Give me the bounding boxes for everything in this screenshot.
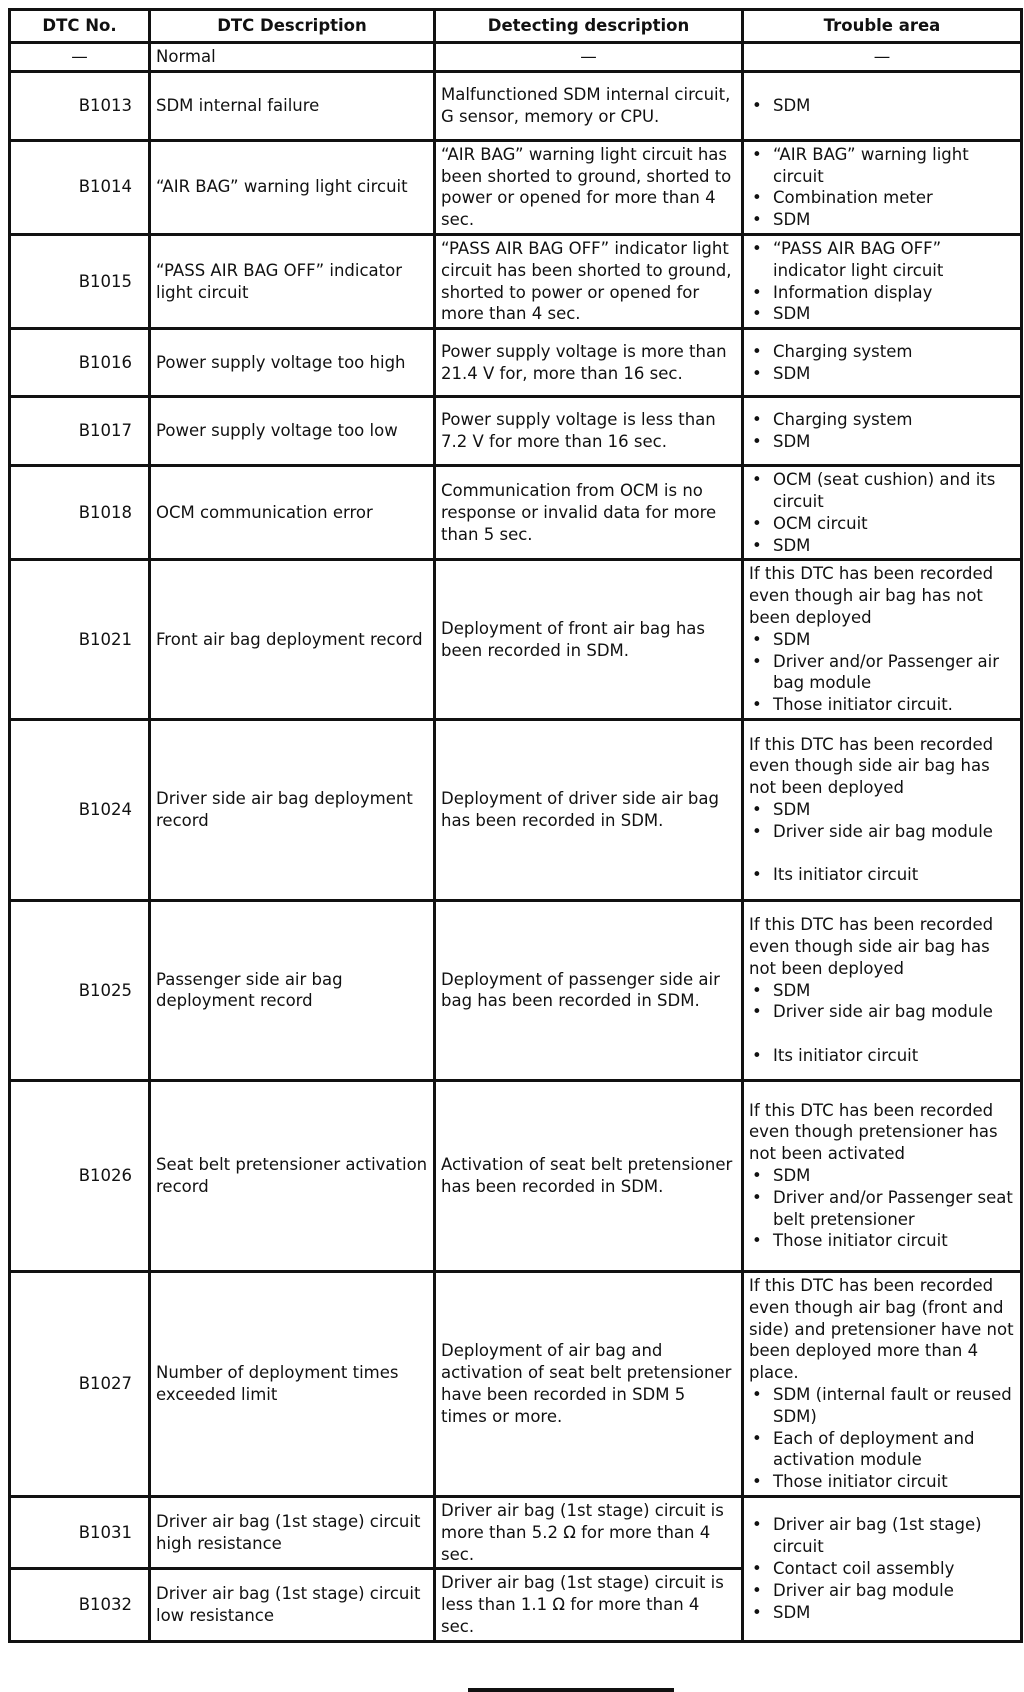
blank-line (749, 843, 1015, 865)
detecting-description: Power supply voltage is less than 7.2 V for more than 16 sec. (435, 397, 743, 466)
trouble-area (743, 900, 1022, 1080)
trouble-item: • Driver side air bag module (749, 1001, 1015, 1023)
dtc-code: B1025 (10, 900, 150, 1080)
detecting-description: “AIR BAG” warning light circuit has been shorted to ground, shorted to power or opened for more than 4 sec. (435, 140, 743, 234)
trouble-item: • SDM (749, 95, 1015, 117)
trouble-item: • Charging system (749, 341, 1015, 363)
dtc-description: “AIR BAG” warning light circuit (150, 140, 435, 234)
trouble-area (743, 719, 1022, 900)
table-row (10, 719, 1022, 900)
trouble-item: • SDM (749, 363, 1015, 385)
trouble-item: • Information display (749, 282, 1015, 304)
header-trouble-area: Trouble area (743, 10, 1022, 43)
trouble-list (749, 1514, 1015, 1623)
trouble-item: • Its initiator circuit (749, 864, 1015, 886)
trouble-list (749, 563, 1015, 716)
trouble-item: • Driver air bag module (749, 1580, 1015, 1602)
dtc-code: B1026 (10, 1080, 150, 1271)
trouble-area (743, 329, 1022, 397)
dtc-description: Driver side air bag deployment record (150, 719, 435, 900)
trouble-area (743, 1080, 1022, 1271)
dtc-code: B1017 (10, 397, 150, 466)
dtc-code: B1016 (10, 329, 150, 397)
trouble-item: • SDM (749, 1602, 1015, 1624)
table-row (10, 1271, 1022, 1496)
trouble-item: • OCM circuit (749, 513, 1015, 535)
trouble-item: • Its initiator circuit (749, 1045, 1015, 1067)
detecting-description: Driver air bag (1st stage) circuit is less than 1.1 Ω for more than 4 sec. (435, 1569, 743, 1641)
trouble-item: • “AIR BAG” warning light circuit (749, 144, 1015, 188)
trouble-area (743, 140, 1022, 234)
table-row (10, 1496, 1022, 1568)
trouble-item: • SDM (749, 1165, 1015, 1187)
dtc-description: Number of deployment times exceeded limit (150, 1271, 435, 1496)
detecting-description: “PASS AIR BAG OFF” indicator light circuit has been shorted to ground, shorted to power or opened for more than 4 sec. (435, 234, 743, 328)
trouble-intro: If this DTC has been recorded even though air bag has not been deployed (749, 564, 994, 627)
trouble-item: • SDM (749, 303, 1015, 325)
trouble-area (743, 1496, 1022, 1641)
detecting-description: Power supply voltage is more than 21.4 V for, more than 16 sec. (435, 329, 743, 397)
trouble-item: • Each of deployment and activation module (749, 1428, 1015, 1472)
dtc-code: B1032 (10, 1569, 150, 1641)
trouble-list (749, 409, 1015, 453)
detecting-description: — (435, 43, 743, 72)
trouble-area (743, 466, 1022, 560)
trouble-area (743, 1271, 1022, 1496)
dtc-description: Front air bag deployment record (150, 560, 435, 720)
trouble-intro: If this DTC has been recorded even though pretensioner has not been activated (749, 1100, 998, 1164)
trouble-list (749, 238, 1015, 325)
trouble-list (749, 1275, 1015, 1493)
trouble-item: • SDM (749, 209, 1015, 231)
trouble-intro: If this DTC has been recorded even though side air bag has not been deployed (749, 915, 994, 978)
table-row (10, 900, 1022, 1080)
dtc-code: — (10, 43, 150, 72)
trouble-area (743, 71, 1022, 140)
trouble-item: • Those initiator circuit. (749, 694, 1015, 716)
trouble-list (749, 1100, 1015, 1253)
dtc-description: “PASS AIR BAG OFF” indicator light circuit (150, 234, 435, 328)
trouble-list (749, 95, 1015, 117)
trouble-item: • Charging system (749, 409, 1015, 431)
trouble-area (743, 234, 1022, 328)
detecting-description: Malfunctioned SDM internal circuit, G sensor, memory or CPU. (435, 71, 743, 140)
dtc-code: B1013 (10, 71, 150, 140)
trouble-item: • SDM (749, 799, 1015, 821)
header-detecting-description: Detecting description (435, 10, 743, 43)
detecting-description: Deployment of passenger side air bag has been recorded in SDM. (435, 900, 743, 1080)
table-row (10, 71, 1022, 140)
trouble-item: • SDM (749, 431, 1015, 453)
table-row (10, 329, 1022, 397)
table-row (10, 1080, 1022, 1271)
trouble-item: • Contact coil assembly (749, 1558, 1015, 1580)
dtc-description: Passenger side air bag deployment record (150, 900, 435, 1080)
dtc-description: Seat belt pretensioner activation record (150, 1080, 435, 1271)
detecting-description: Activation of seat belt pretensioner has been recorded in SDM. (435, 1080, 743, 1271)
detecting-description: Deployment of front air bag has been recorded in SDM. (435, 560, 743, 720)
dtc-code: B1027 (10, 1271, 150, 1496)
table-row (10, 397, 1022, 466)
detecting-description: Deployment of driver side air bag has been recorded in SDM. (435, 719, 743, 900)
dtc-code: B1031 (10, 1496, 150, 1568)
trouble-item: • Driver side air bag module (749, 821, 1015, 843)
detecting-description: Driver air bag (1st stage) circuit is more than 5.2 Ω for more than 4 sec. (435, 1496, 743, 1568)
trouble-item: • SDM (749, 980, 1015, 1002)
dtc-table (8, 8, 1023, 1643)
table-row (10, 234, 1022, 328)
dtc-description: OCM communication error (150, 466, 435, 560)
dtc-code: B1018 (10, 466, 150, 560)
trouble-list (749, 734, 1015, 887)
dtc-description: Driver air bag (1st stage) circuit low resistance (150, 1569, 435, 1641)
dtc-code: B1024 (10, 719, 150, 900)
trouble-item: • Driver and/or Passenger air bag module (749, 651, 1015, 695)
header-dtc-description: DTC Description (150, 10, 435, 43)
dtc-description: Normal (150, 43, 435, 72)
blank-line (749, 1023, 1015, 1045)
trouble-item: • Those initiator circuit (749, 1471, 1015, 1493)
trouble-intro: If this DTC has been recorded even though air bag (front and side) and pretensioner have not been deployed more than 4 place. (749, 1275, 1014, 1383)
table-row (10, 560, 1022, 720)
table-body (10, 43, 1022, 1642)
dtc-code: B1014 (10, 140, 150, 234)
trouble-item: • SDM (749, 629, 1015, 651)
trouble-item: • Driver and/or Passenger seat belt pretensioner (749, 1187, 1015, 1231)
table-row (10, 43, 1022, 72)
dtc-description: SDM internal failure (150, 71, 435, 140)
trouble-area (743, 397, 1022, 466)
trouble-item: • SDM (internal fault or reused SDM) (749, 1384, 1015, 1428)
trouble-list (749, 144, 1015, 231)
detecting-description: Communication from OCM is no response or invalid data for more than 5 sec. (435, 466, 743, 560)
trouble-item: • OCM (seat cushion) and its circuit (749, 469, 1015, 513)
dtc-description: Power supply voltage too low (150, 397, 435, 466)
dtc-description: Power supply voltage too high (150, 329, 435, 397)
table-header-row (10, 10, 1022, 43)
dtc-code: B1021 (10, 560, 150, 720)
trouble-item: • Driver air bag (1st stage) circuit (749, 1514, 1015, 1558)
detecting-description: Deployment of air bag and activation of seat belt pretensioner have been recorded in SDM 5 times or more. (435, 1271, 743, 1496)
trouble-item: • Combination meter (749, 187, 1015, 209)
trouble-list (749, 469, 1015, 556)
dtc-code: B1015 (10, 234, 150, 328)
trouble-intro: If this DTC has been recorded even though side air bag has not been deployed (749, 734, 994, 798)
page-divider (468, 1688, 674, 1692)
trouble-area: — (743, 43, 1022, 72)
dtc-description: Driver air bag (1st stage) circuit high resistance (150, 1496, 435, 1568)
trouble-list (749, 341, 1015, 385)
trouble-item: • “PASS AIR BAG OFF” indicator light circuit (749, 238, 1015, 282)
trouble-item: • SDM (749, 535, 1015, 557)
trouble-item: • Those initiator circuit (749, 1230, 1015, 1252)
trouble-list (749, 914, 1015, 1067)
header-dtc-no: DTC No. (10, 10, 150, 43)
table-row (10, 140, 1022, 234)
table-row (10, 466, 1022, 560)
trouble-area (743, 560, 1022, 720)
